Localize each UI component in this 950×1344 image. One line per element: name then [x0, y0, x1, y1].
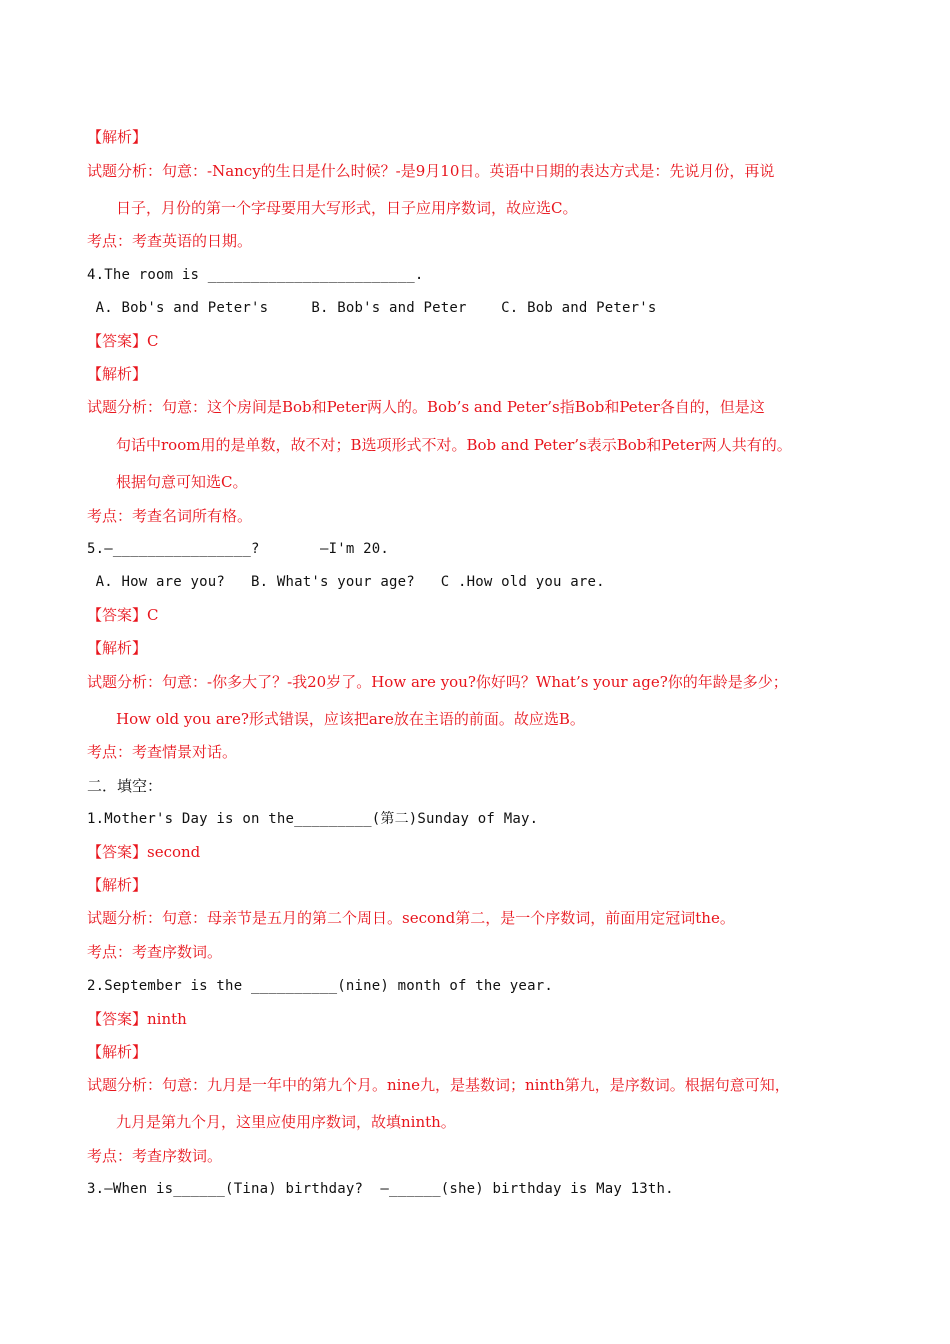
analysis-heading: 【解析】	[87, 1043, 148, 1061]
analysis-text-continued: 九月是第九个月，这里应使用序数词，故填ninth。	[116, 1113, 456, 1131]
analysis-text: 试题分析：句意：-你多大了？-我20岁了。How are you?你好吗？What’s your age?你的年龄是多少；	[87, 673, 788, 691]
fill-question-2: 2.September is the __________(nine) month of the year.	[87, 978, 553, 994]
analysis-text: 试题分析：句意：九月是一年中的第九个月。nine九，是基数词；ninth第九，是序数词。根据句意可知，	[87, 1076, 790, 1094]
analysis-text-continued: 句话中room用的是单数，故不对；B选项形式不对。Bob and Peter’s表示Bob和Peter两人共有的。	[116, 436, 792, 454]
analysis-text: 试题分析：句意：-Nancy的生日是什么时候？-是9月10日。英语中日期的表达方式是：先说月份，再说	[87, 162, 775, 180]
analysis-heading: 【解析】	[87, 128, 148, 146]
analysis-text-continued: 日子，月份的第一个字母要用大写形式，日子应用序数词，故应选C。	[116, 199, 578, 217]
analysis-heading: 【解析】	[87, 639, 148, 657]
answer-fill-2: 【答案】ninth	[87, 1010, 187, 1028]
question-4-options: A. Bob's and Peter's B. Bob's and Peter C. Bob and Peter's	[87, 300, 657, 316]
answer-fill-1: 【答案】second	[87, 843, 201, 861]
analysis-heading: 【解析】	[87, 365, 148, 383]
knowledge-point: 考点：考查序数词。	[87, 943, 223, 961]
analysis-text: 试题分析：句意：这个房间是Bob和Peter两人的。Bob’s and Peter’s指Bob和Peter各自的，但是这	[87, 398, 765, 416]
knowledge-point: 考点：考查名词所有格。	[87, 507, 253, 525]
fill-question-3: 3.—When is______(Tina) birthday? —______(she) birthday is May 13th.	[87, 1181, 674, 1197]
analysis-heading: 【解析】	[87, 876, 148, 894]
knowledge-point: 考点：考查英语的日期。	[87, 232, 253, 250]
knowledge-point: 考点：考查情景对话。	[87, 743, 238, 761]
knowledge-point: 考点：考查序数词。	[87, 1147, 223, 1165]
question-5: 5.—________________? —I'm 20.	[87, 541, 390, 557]
analysis-text: 试题分析：句意：母亲节是五月的第二个周日。second第二，是一个序数词，前面用定冠词the。	[87, 909, 735, 927]
section-heading: 二．填空：	[87, 777, 163, 795]
analysis-text-continued: How old you are?形式错误，应该把are放在主语的前面。故应选B。	[116, 710, 585, 728]
answer-4: 【答案】C	[87, 332, 159, 350]
analysis-text-continued: 根据句意可知选C。	[116, 473, 248, 491]
question-5-options: A. How are you? B. What's your age? C .How old you are.	[87, 574, 605, 590]
fill-question-1: 1.Mother's Day is on the_________(第二)Sunday of May.	[87, 811, 539, 827]
answer-5: 【答案】C	[87, 606, 159, 624]
question-4: 4.The room is ________________________.	[87, 267, 424, 283]
